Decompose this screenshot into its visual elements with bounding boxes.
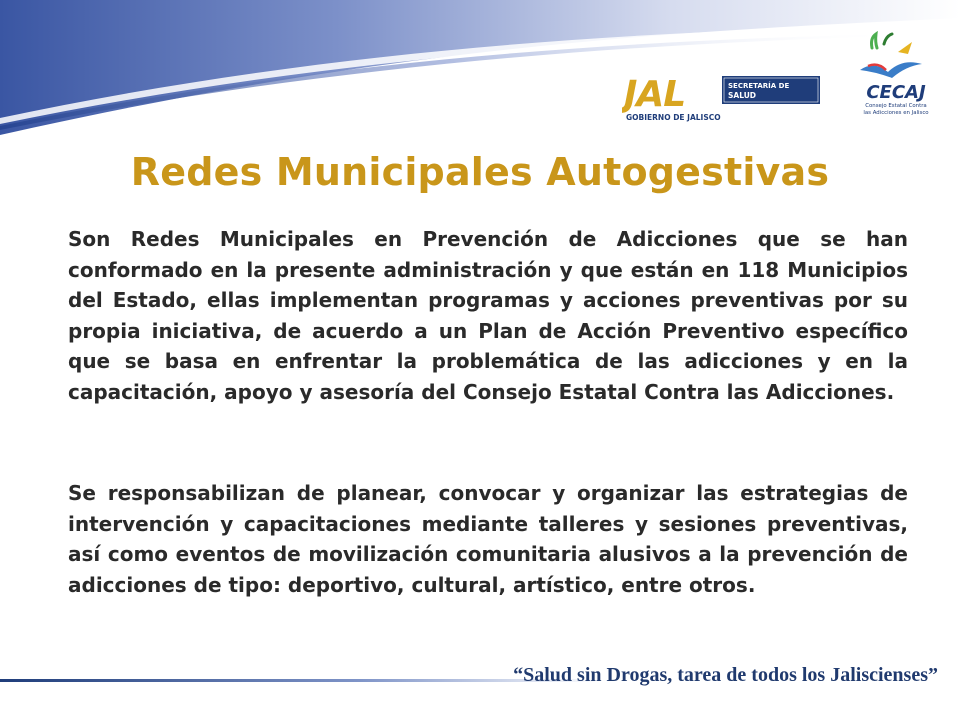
cecaj-name: CECAJ bbox=[866, 82, 926, 103]
salud-dept-line1: SECRETARÍA DE bbox=[728, 82, 790, 90]
cecaj-line1: Consejo Estatal Contra bbox=[865, 103, 927, 109]
cecaj-line2: las Adicciones en Jalisco bbox=[863, 110, 929, 116]
body-paragraph-1: Son Redes Municipales en Prevención de Adicciones que se han conformado en la presente administración y que están en 118 Municipios del Estado, ellas implementan programas y acciones preventivas por su propia iniciativa, de acuerdo a un Plan de Acción Preventivo específico que se basa en enfrentar la problemática de las adicciones y en la capacitación, apoyo y asesoría del Consejo Estatal Contra las Adicciones. bbox=[68, 227, 908, 404]
salud-dept-line2: SALUD bbox=[728, 91, 757, 100]
cecaj-logo bbox=[846, 26, 946, 126]
jal-wordmark: JAL bbox=[624, 74, 686, 115]
slide-title: Redes Municipales Autogestivas bbox=[130, 150, 830, 194]
footer-divider bbox=[0, 676, 600, 686]
body-paragraph-2: Se responsabilizan de planear, convocar y organizar las estrategias de intervención y capacitaciones mediante talleres y sesiones preventivas, así como eventos de movilización comunitaria alusivos a la prevención de adicciones de tipo: deportivo, cultural, artístico, entre otros. bbox=[68, 481, 908, 597]
footer-slogan: “Salud sin Drogas, tarea de todos los Jaliscienses” bbox=[513, 664, 938, 686]
cecaj-emblem-icon bbox=[860, 34, 922, 78]
jalisco-government-logo bbox=[622, 70, 822, 130]
jal-subtitle: GOBIERNO DE JALISCO bbox=[626, 113, 721, 122]
